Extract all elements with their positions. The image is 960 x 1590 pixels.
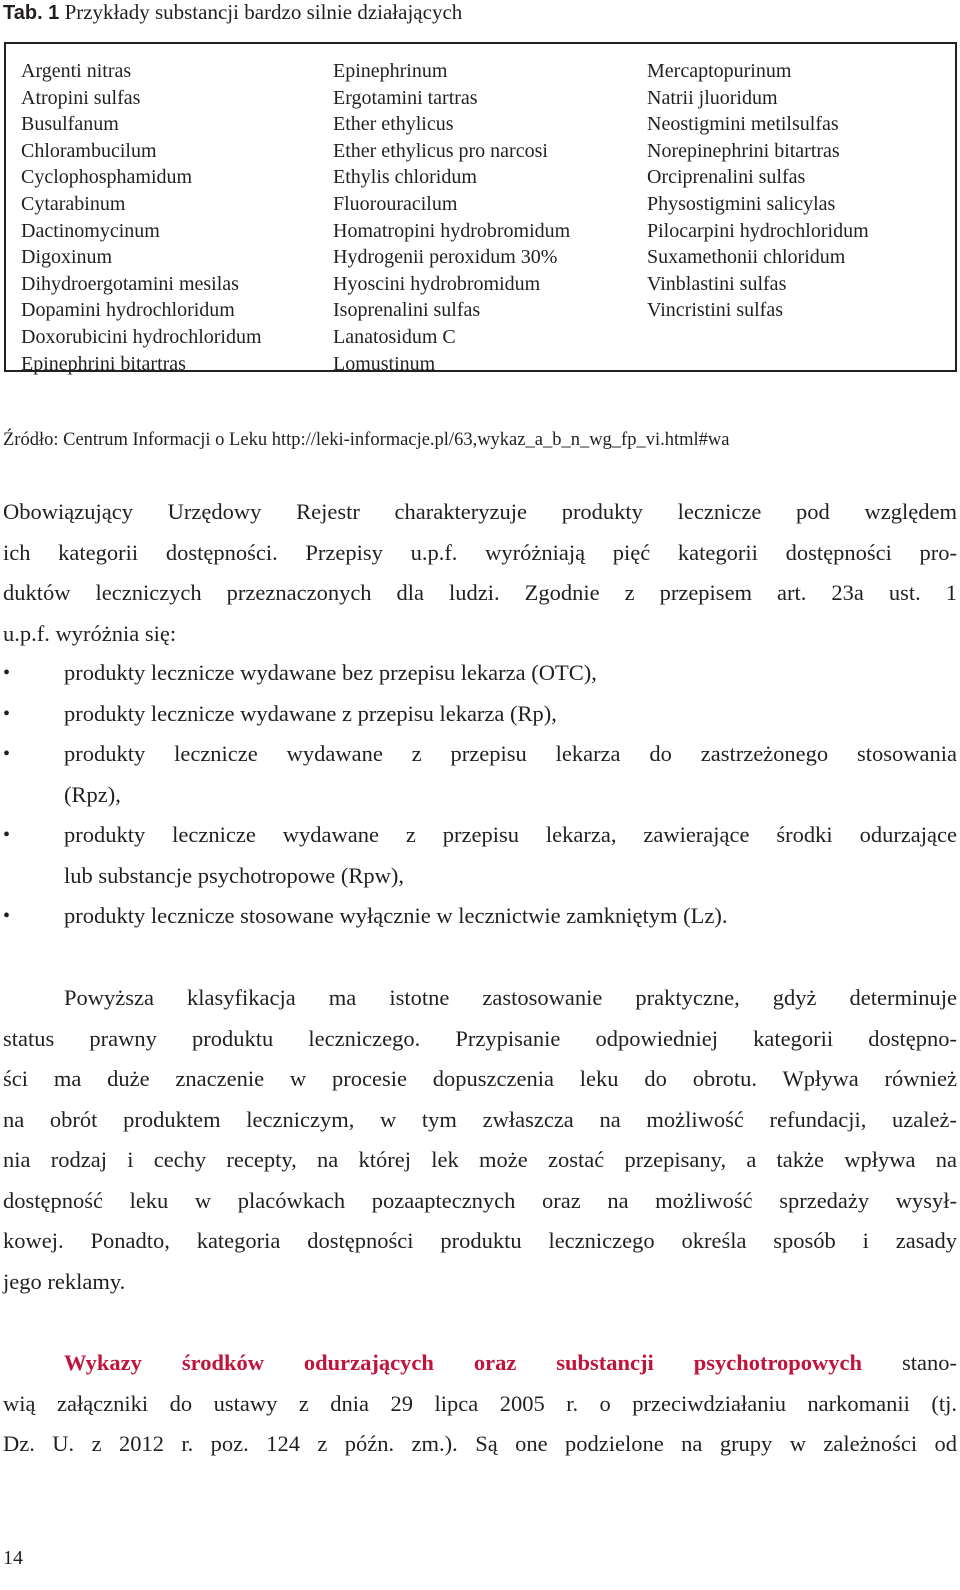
paragraph-line: jego reklamy.	[3, 1268, 126, 1294]
caption-label: Tab. 1	[3, 2, 60, 24]
list-item-line: (Rpz),	[64, 781, 121, 807]
paragraph-lists-line-2: wią załączniki do ustawy z dnia 29 lipca 2005 r. o przeciwdziałaniu narkomanii (tj.	[3, 1390, 957, 1416]
table-cell: Cyclophosphamidum	[21, 166, 193, 189]
table-cell: Digoxinum	[21, 246, 113, 269]
table-cell: Vinblastini sulfas	[647, 272, 787, 295]
page-number: 14	[3, 1547, 23, 1569]
table-cell: Dopamini hydrochloridum	[21, 299, 235, 322]
table-cell: Neostigmini metilsulfas	[647, 113, 839, 136]
paragraph-line: u.p.f. wyróżnia się:	[3, 620, 177, 646]
table-column-2	[333, 58, 570, 377]
paragraph-lists-line-3: Dz. U. z 2012 r. poz. 124 z późn. zm.). Są one podzielone na grupy w zależności od	[3, 1431, 957, 1456]
table-cell: Doxorubicini hydrochloridum	[21, 325, 262, 348]
paragraph-line: Powyższa klasyfikacja ma istotne zastosowanie praktyczne, gdyż determinuje	[64, 985, 957, 1010]
table-cell: Chlorambucilum	[21, 139, 157, 162]
list-item	[3, 734, 957, 815]
table-cell: Hydrogenii peroxidum 30%	[333, 246, 558, 269]
table-column-1	[21, 58, 262, 377]
table-cell: Ergotamini tartras	[333, 86, 478, 109]
table-cell: Ether ethylicus pro narcosi	[333, 139, 548, 162]
list-item-line: • produkty lecznicze wydawane z przepisu lekarza do zastrzeżonego stosowania	[64, 741, 957, 766]
list-item-line: • produkty lecznicze stosowane wyłącznie w lecznictwie zamkniętym (Lz).	[64, 903, 728, 928]
table-cell: Ethylis chloridum	[333, 166, 477, 189]
table-cell: Homatropini hydrobromidum	[333, 219, 571, 242]
table-cell: Atropini sulfas	[21, 86, 141, 109]
table-cell: Cytarabinum	[21, 192, 126, 215]
table-cell: Hyoscini hydrobromidum	[333, 272, 541, 295]
table-cell: Epinephrinum	[333, 60, 448, 82]
table-cell: Pilocarpini hydrochloridum	[647, 219, 869, 242]
categories-list	[3, 653, 957, 937]
table-cell: Lomustinum	[333, 352, 436, 375]
paragraph-lists	[3, 1343, 957, 1465]
table-cell: Suxamethonii chloridum	[647, 246, 846, 269]
highlight-text: Wykazy środków odurzających oraz substancji psychotropowych	[64, 1350, 863, 1375]
table-cell: Natrii jluoridum	[647, 86, 778, 109]
table-cell: Dihydroergotamini mesilas	[21, 272, 239, 295]
table-cell: Orciprenalini sulfas	[647, 166, 806, 189]
table-cell: Norepinephrini bitartras	[647, 139, 840, 162]
table-cell: Vincristini sulfas	[647, 299, 784, 322]
list-item-line: • produkty lecznicze wydawane z przepisu lekarza, zawierające środki odurzające	[64, 822, 957, 847]
paragraph-line: nia rodzaj i cechy recepty, na której lek może zostać przepisany, a także wpływa na	[3, 1147, 957, 1172]
paragraph-line: dostępność leku w placówkach pozaaptecznych oraz na możliwość sprzedaży wysył-	[3, 1187, 957, 1213]
paragraph-lists-line-1	[3, 1343, 957, 1384]
list-item	[3, 896, 957, 937]
table-caption	[3, 0, 462, 27]
paragraph-categories-intro	[3, 492, 957, 654]
table-cell: Physostigmini salicylas	[647, 192, 836, 215]
table-cell: Lanatosidum C	[333, 325, 456, 348]
list-item	[3, 653, 957, 694]
paragraph-line: duktów leczniczych przeznaczonych dla ludzi. Zgodnie z przepisem art. 23a ust. 1	[3, 580, 957, 605]
table-cell: Argenti nitras	[21, 60, 132, 82]
table-column-3	[647, 58, 869, 324]
paragraph-line: status prawny produktu leczniczego. Przypisanie odpowiedniej kategorii dostępno-	[3, 1025, 957, 1051]
substances-table	[4, 42, 957, 375]
list-item	[3, 815, 957, 896]
paragraph-line: ich kategorii dostępności. Przepisy u.p.f. wyróżniają pięć kategorii dostępności pro-	[3, 539, 957, 565]
source-note: Źródło: Centrum Informacji o Leku http://leki-informacje.pl/63,wykaz_a_b_n_wg_fp_vi.html#wa	[3, 430, 730, 450]
paragraph-line: ści ma duże znaczenie w procesie dopuszczenia leku do obrotu. Wpływa również	[3, 1066, 957, 1091]
list-item-line: • produkty lecznicze wydawane bez przepisu lekarza (OTC),	[64, 660, 597, 685]
list-item-line: lub substancje psychotropowe (Rpw),	[64, 862, 404, 888]
table-cell: Epinephrini bitartras	[21, 352, 186, 375]
table-cell: Mercaptopurinum	[647, 60, 792, 82]
table-cell: Busulfanum	[21, 113, 119, 136]
paragraph-classification	[3, 978, 957, 1302]
caption-text: Przykłady substancji bardzo silnie działających	[59, 0, 463, 24]
paragraph-line: kowej. Ponadto, kategoria dostępności produktu leczniczego określa sposób i zasady	[3, 1228, 957, 1253]
table-cell: Isoprenalini sulfas	[333, 299, 481, 322]
table-cell: Fluorouracilum	[333, 192, 458, 215]
table-cell: Ether ethylicus	[333, 113, 454, 136]
list-item	[3, 694, 957, 735]
table-cell: Dactinomycinum	[21, 219, 160, 242]
list-item-line: • produkty lecznicze wydawane z przepisu lekarza (Rp),	[64, 700, 557, 726]
paragraph-lists-line-1-rest: stano-	[862, 1350, 957, 1375]
paragraph-line: Obowiązujący Urzędowy Rejestr charakteryzuje produkty lecznicze pod względem	[3, 499, 957, 524]
paragraph-line: na obrót produktem leczniczym, w tym zwłaszcza na możliwość refundacji, uzależ-	[3, 1106, 957, 1132]
